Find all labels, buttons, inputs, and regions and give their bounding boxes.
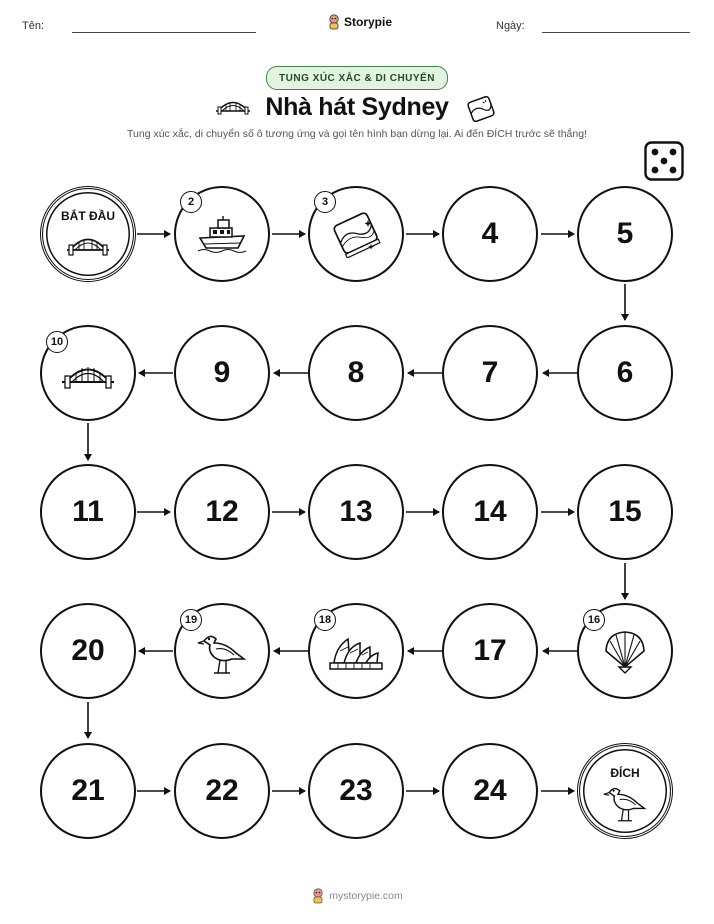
- space-23[interactable]: 23: [308, 743, 404, 839]
- footer-url[interactable]: mystorypie.com: [329, 890, 403, 902]
- space-10-number-tag: 10: [46, 331, 68, 353]
- storypie-mascot-icon: [311, 888, 325, 904]
- brand-name: Storypie: [344, 15, 393, 29]
- space-22[interactable]: 22: [174, 743, 270, 839]
- start-label: BẮT ĐẦU: [61, 209, 115, 223]
- space-2-picture: [176, 214, 268, 254]
- space-7[interactable]: 7: [442, 325, 538, 421]
- name-label: Tên:: [22, 20, 45, 32]
- start-picture: [43, 231, 133, 257]
- space-5[interactable]: 5: [577, 186, 673, 282]
- space-3-picture: [310, 210, 402, 258]
- ferry-boat-icon: [196, 214, 248, 254]
- game-type-badge: TUNG XÚC XẮC & DI CHUYỂN: [266, 66, 448, 90]
- space-14[interactable]: 14: [442, 464, 538, 560]
- space-11[interactable]: 11: [40, 464, 136, 560]
- space-12[interactable]: 12: [174, 464, 270, 560]
- space-2-number-tag: 2: [180, 191, 202, 213]
- date-label: Ngày:: [496, 20, 525, 32]
- harbour-bridge-icon: [61, 360, 115, 390]
- space-20[interactable]: 20: [40, 603, 136, 699]
- footer: [0, 888, 714, 904]
- opera-house-icon: [328, 633, 384, 673]
- finish-label: ĐÍCH: [610, 766, 640, 780]
- space-10-picture: [42, 360, 134, 390]
- space-18-number-tag: 18: [314, 609, 336, 631]
- space-4[interactable]: 4: [442, 186, 538, 282]
- space-9[interactable]: 9: [174, 325, 270, 421]
- page-title: Nhà hát Sydney: [265, 93, 449, 121]
- space-19-number-tag: 19: [180, 609, 202, 631]
- space-16-number-tag: 16: [583, 609, 605, 631]
- space-19-picture: [176, 629, 268, 679]
- seashell-icon: [603, 629, 647, 675]
- space-16-picture: [579, 629, 671, 675]
- space-15[interactable]: 15: [577, 464, 673, 560]
- space-21[interactable]: 21: [40, 743, 136, 839]
- space-start[interactable]: [40, 186, 136, 282]
- space-24[interactable]: 24: [442, 743, 538, 839]
- space-finish[interactable]: [577, 743, 673, 839]
- space-3-number-tag: 3: [314, 191, 336, 213]
- space-17[interactable]: 17: [442, 603, 538, 699]
- space-6[interactable]: 6: [577, 325, 673, 421]
- harbour-bridge-icon: [66, 231, 110, 257]
- seagull-icon: [602, 782, 648, 826]
- finish-picture: [580, 782, 670, 826]
- space-18-picture: [310, 633, 402, 673]
- space-13[interactable]: 13: [308, 464, 404, 560]
- space-8[interactable]: 8: [308, 325, 404, 421]
- sandy-beach-icon: [331, 210, 381, 258]
- instructions: Tung xúc xắc, di chuyển số ô tương ứng và gọi tên hình bạn dừng lại. Ai đến ĐÍCH trước sẽ thắng!: [126, 128, 587, 140]
- seagull-icon: [196, 629, 248, 679]
